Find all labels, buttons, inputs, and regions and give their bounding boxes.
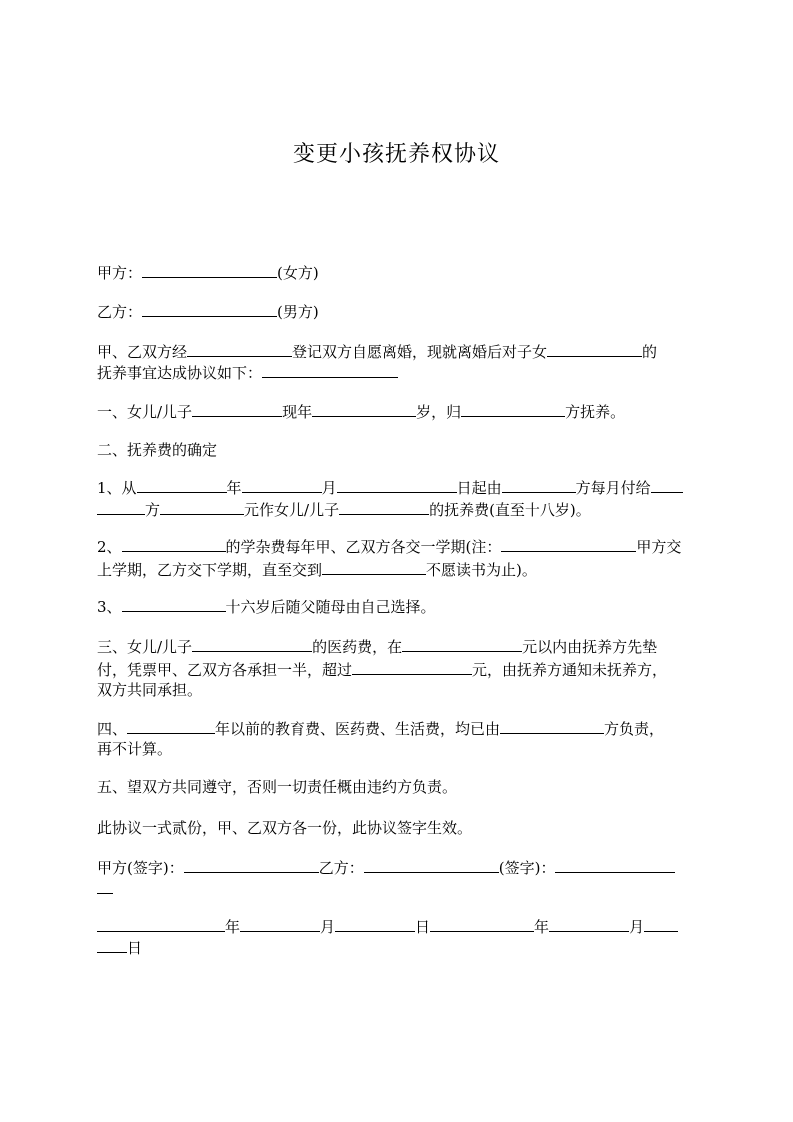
tuition-until-blank[interactable] <box>322 559 426 575</box>
before-year-blank[interactable] <box>127 718 215 734</box>
item2-text-3: 甲方交 <box>636 538 682 556</box>
intro-text-1: 甲、乙双方经 <box>97 343 188 361</box>
date-a-month-blank[interactable] <box>240 916 320 932</box>
date-b-day-blank-part-1[interactable] <box>644 916 678 932</box>
start-month-blank[interactable] <box>242 477 322 493</box>
tuition-child-blank[interactable] <box>122 536 226 552</box>
item3-text-1: 3、 <box>97 598 122 616</box>
item1-text-5: 方每月付给 <box>575 479 651 497</box>
section2-heading: 二、抚养费的确定 <box>97 441 218 459</box>
party-b-label: 乙方： <box>97 303 143 321</box>
medical-limit-blank[interactable] <box>402 636 522 652</box>
signature-line-1 <box>97 857 675 878</box>
intro-line-1 <box>97 341 657 362</box>
medical-child-blank[interactable] <box>192 636 312 652</box>
item1-line-2 <box>97 499 591 520</box>
intro-text-2: 登记双方自愿离婚，现就离婚后对子女 <box>292 343 548 361</box>
item3-text-2: 十六岁后随父随母由自己选择。 <box>225 598 436 616</box>
item2-text-2: 的学杂费每年甲、乙双方各交一学期(注： <box>225 538 502 556</box>
intro-blank[interactable] <box>262 362 398 378</box>
section3-line-3: 双方共同承担。 <box>97 681 203 699</box>
date-a-year-blank[interactable] <box>97 916 225 932</box>
date-a-day-label: 日 <box>415 918 431 936</box>
date-a-year-label: 年 <box>225 918 241 936</box>
note-blank[interactable] <box>501 536 636 552</box>
section4-text-3: 方负责， <box>604 720 665 738</box>
registration-place-blank[interactable] <box>187 341 292 357</box>
intro-line-2 <box>97 362 398 383</box>
party-a-signature-label: 甲方(签字)： <box>97 859 184 877</box>
party-a-line <box>97 262 319 283</box>
section4-line-2: 再不计算。 <box>97 740 173 758</box>
item2-line-1 <box>97 536 681 557</box>
medical-exceed-blank[interactable] <box>352 659 472 675</box>
date-b-day-label: 日 <box>127 939 143 957</box>
party-b-label-2: 乙方： <box>318 859 364 877</box>
section3-text-2: 的医药费，在 <box>312 638 403 656</box>
item2-line-2 <box>97 559 537 580</box>
item2-text-1: 2、 <box>97 538 122 556</box>
date-a-day-blank[interactable] <box>335 916 415 932</box>
party-b-signature-blank-part-2[interactable] <box>97 878 113 894</box>
party-a-suffix: (女方) <box>277 264 319 282</box>
date-line-1 <box>97 916 678 937</box>
section4-line-1 <box>97 718 664 739</box>
section3-text-1: 三、女儿/儿子 <box>97 638 193 656</box>
start-year-blank[interactable] <box>137 477 227 493</box>
item3-line <box>97 596 436 617</box>
section1-text-2: 现年 <box>282 403 313 421</box>
section1-text-1: 一、女儿/儿子 <box>97 403 193 421</box>
section3-text-5: 元，由抚养方通知未抚养方， <box>472 661 668 679</box>
date-b-day-blank-part-2[interactable] <box>97 937 127 953</box>
date-b-year-blank[interactable] <box>430 916 534 932</box>
section1-text-4: 方抚养。 <box>565 403 626 421</box>
intro-text-3: 的 <box>642 343 658 361</box>
closing-line: 此协议一式贰份，甲、乙双方各一份，此协议签字生效。 <box>97 819 473 837</box>
signature-line-2 <box>97 878 113 899</box>
section3-line-2 <box>97 659 667 680</box>
party-b-line <box>97 301 319 322</box>
payee-blank-part-1[interactable] <box>651 477 683 493</box>
child-blank[interactable] <box>192 401 282 417</box>
child-name-blank[interactable] <box>547 341 642 357</box>
item1-year-label: 年 <box>226 479 242 497</box>
party-a-label: 甲方： <box>97 264 143 282</box>
item1-text-7: 元作女儿/儿子 <box>244 501 340 519</box>
item2-text-5: 不愿读书为止)。 <box>426 561 537 579</box>
date-b-month-blank[interactable] <box>549 916 629 932</box>
date-b-year-label: 年 <box>534 918 550 936</box>
date-b-month-label: 月 <box>629 918 645 936</box>
section4-text-1: 四、 <box>97 720 128 738</box>
section1-line <box>97 401 625 422</box>
item1-text-1: 1、从 <box>97 479 137 497</box>
party-a-signature-blank[interactable] <box>184 857 319 873</box>
section5-line: 五、望双方共同遵守，否则一切责任概由违约方负责。 <box>97 778 458 796</box>
section3-line-1 <box>97 636 657 657</box>
party-b-name-blank-2[interactable] <box>364 857 499 873</box>
section4-text-2: 年以前的教育费、医药费、生活费，均已由 <box>215 720 501 738</box>
custody-party-blank[interactable] <box>461 401 565 417</box>
party-a-name-blank[interactable] <box>142 262 277 278</box>
section3-text-4: 付，凭票甲、乙双方各承担一半，超过 <box>97 661 353 679</box>
document-title: 变更小孩抚养权协议 <box>292 142 500 167</box>
payer-blank[interactable] <box>502 477 576 493</box>
party-b-suffix: (男方) <box>277 303 319 321</box>
party-b-signature-blank-part-1[interactable] <box>555 857 675 873</box>
section3-text-3: 元以内由抚养方先垫 <box>522 638 658 656</box>
item1-line-1 <box>97 477 683 498</box>
item3-blank[interactable] <box>122 596 226 612</box>
responsible-party-blank[interactable] <box>500 718 604 734</box>
item1-text-6: 方 <box>145 501 161 519</box>
start-day-blank[interactable] <box>337 477 457 493</box>
payee-blank-part-2[interactable] <box>97 499 145 515</box>
item1-text-4: 日起由 <box>456 479 502 497</box>
intro-text-4: 抚养事宜达成协议如下： <box>97 364 263 382</box>
child-name-blank-2[interactable] <box>339 499 429 515</box>
item2-text-4: 上学期，乙方交下学期，直至交到 <box>97 561 323 579</box>
age-blank[interactable] <box>312 401 416 417</box>
section1-text-3: 岁，归 <box>416 403 462 421</box>
date-a-month-label: 月 <box>320 918 336 936</box>
item1-month-label: 月 <box>321 479 337 497</box>
item1-text-8: 的抚养费(直至十八岁)。 <box>429 501 591 519</box>
party-b-name-blank[interactable] <box>142 301 277 317</box>
date-line-2 <box>97 937 142 958</box>
party-b-signature-label: (签字)： <box>498 859 556 877</box>
amount-blank[interactable] <box>160 499 244 515</box>
